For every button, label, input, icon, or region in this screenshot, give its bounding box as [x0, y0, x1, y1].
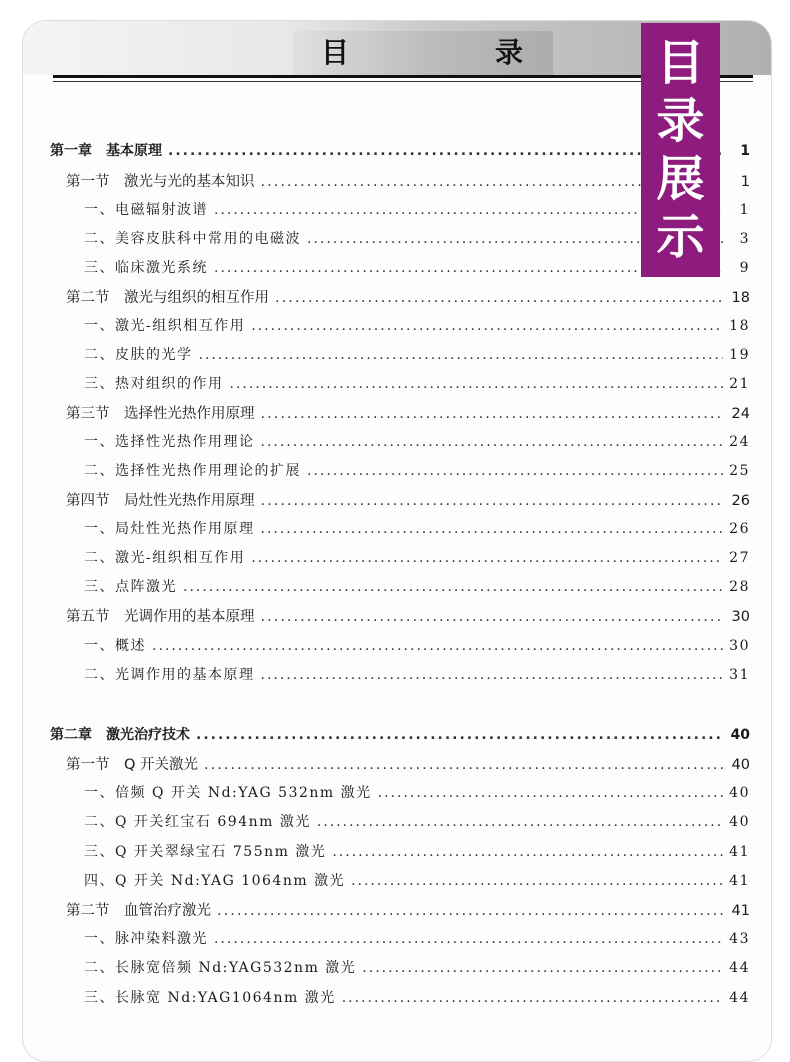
toc-page-number: 24 — [729, 434, 750, 450]
toc-entry — [84, 782, 750, 806]
toc-entry-title: 第一节 Q 开关激光 — [66, 757, 199, 773]
toc-entry-title: 第五节 光调作用的基本原理 — [66, 609, 255, 625]
dot-leader — [317, 814, 723, 830]
toc-page-number: 1 — [739, 202, 750, 218]
toc-entry-title: 三、长脉宽 Nd:YAG1064nm 激光 — [84, 990, 336, 1006]
dot-leader — [251, 550, 723, 566]
toc-page-number: 26 — [731, 493, 750, 509]
dot-leader — [196, 727, 724, 743]
toc-entry — [84, 841, 750, 865]
toc-entry — [84, 987, 750, 1011]
toc-page-number: 18 — [731, 290, 750, 306]
toc-page-number: 30 — [729, 638, 750, 654]
dot-leader — [342, 990, 723, 1006]
toc-page-number: 40 — [730, 727, 750, 743]
toc-entry-title: 一、激光-组织相互作用 — [84, 318, 246, 334]
toc-page-number: 30 — [731, 609, 750, 625]
dot-leader — [332, 844, 723, 860]
banner-char-4: 示 — [656, 209, 705, 265]
toc-page-number: 41 — [729, 873, 750, 889]
dot-leader — [378, 785, 724, 801]
toc-entry-title: 三、点阵激光 — [84, 579, 177, 595]
dot-leader — [214, 931, 723, 947]
dot-leader — [362, 960, 723, 976]
toc-entry — [66, 899, 750, 923]
toc-page-number: 40 — [729, 814, 750, 830]
toc-entry — [84, 344, 750, 368]
dot-leader — [275, 290, 724, 306]
toc-entry — [84, 460, 750, 484]
toc-entry-title: 一、概述 — [84, 638, 146, 654]
dot-leader — [261, 609, 725, 625]
toc-page-number: 27 — [729, 550, 750, 566]
toc-entry — [84, 957, 750, 981]
toc-entry — [66, 753, 750, 777]
toc-entry — [84, 870, 750, 894]
toc-entry — [84, 664, 750, 688]
title-char-2: 录 — [494, 36, 525, 69]
toc-entry — [84, 576, 750, 600]
toc-page-number: 9 — [739, 260, 750, 276]
dot-leader — [261, 521, 724, 537]
toc-page-number: 41 — [729, 844, 750, 860]
toc-page-number: 44 — [729, 990, 750, 1006]
toc-entry-title: 第二节 血管治疗激光 — [66, 903, 211, 919]
toc-page-number: 21 — [729, 376, 750, 392]
dot-leader — [261, 406, 725, 422]
toc-page-number: 18 — [729, 318, 750, 334]
dot-leader — [199, 347, 724, 363]
toc-page-number: 19 — [729, 347, 750, 363]
toc-page-number: 28 — [729, 579, 750, 595]
toc-entry — [50, 724, 750, 748]
toc-page-number: 1 — [740, 143, 750, 159]
dot-leader — [261, 667, 724, 683]
toc-entry-title: 一、脉冲染料激光 — [84, 931, 208, 947]
dot-leader — [183, 579, 723, 595]
banner-char-3: 展 — [656, 151, 705, 207]
page-title — [293, 31, 553, 75]
toc-entry-title: 一、倍频 Q 开关 Nd:YAG 532nm 激光 — [84, 785, 372, 801]
dot-leader — [152, 638, 723, 654]
toc-page-number: 1 — [740, 174, 750, 190]
toc-entry-title: 二、激光-组织相互作用 — [84, 550, 246, 566]
toc-entry — [84, 518, 750, 542]
toc-entry — [66, 605, 750, 629]
toc-entry-title: 第四节 局灶性光热作用原理 — [66, 493, 255, 509]
toc-entry-title: 四、Q 开关 Nd:YAG 1064nm 激光 — [84, 873, 346, 889]
toc-entry — [84, 635, 750, 659]
toc-entry-title: 第二节 激光与组织的相互作用 — [66, 290, 269, 306]
dot-leader — [261, 493, 725, 509]
toc-entry-title: 一、局灶性光热作用原理 — [84, 521, 255, 537]
banner-char-1: 目 — [656, 35, 705, 91]
dot-leader — [251, 318, 723, 334]
dot-leader — [351, 873, 723, 889]
toc-entry — [84, 811, 750, 835]
toc-entry — [84, 547, 750, 571]
toc-entry — [84, 373, 750, 397]
dot-leader — [307, 463, 723, 479]
dot-leader — [217, 903, 724, 919]
toc-entry-title: 二、长脉宽倍频 Nd:YAG532nm 激光 — [84, 960, 357, 976]
toc-entry — [66, 402, 750, 426]
toc-page-number: 40 — [729, 785, 750, 801]
toc-entry-title: 二、选择性光热作用理论的扩展 — [84, 463, 301, 479]
contents-banner — [641, 23, 720, 277]
toc-entry-title: 第二章 激光治疗技术 — [50, 727, 190, 743]
toc-page-number: 25 — [729, 463, 750, 479]
toc-page-number: 40 — [731, 757, 750, 773]
toc-entry-title: 一、电磁辐射波谱 — [84, 202, 208, 218]
dot-leader — [261, 434, 724, 450]
toc-page-number: 24 — [731, 406, 750, 422]
toc-entry — [66, 489, 750, 513]
toc-entry — [66, 286, 750, 310]
toc-page-number: 3 — [739, 231, 750, 247]
toc-entry-title: 二、美容皮肤科中常用的电磁波 — [84, 231, 301, 247]
banner-char-2: 录 — [656, 93, 705, 149]
toc-entry-title: 三、临床激光系统 — [84, 260, 208, 276]
toc-page-number: 43 — [729, 931, 750, 947]
toc-entry-title: 一、选择性光热作用理论 — [84, 434, 255, 450]
toc-page-number: 41 — [731, 903, 750, 919]
toc-entry-title: 二、Q 开关红宝石 694nm 激光 — [84, 814, 311, 830]
toc-entry — [84, 928, 750, 952]
dot-leader — [204, 757, 724, 773]
toc-page-number: 26 — [729, 521, 750, 537]
toc-entry-title: 第三节 选择性光热作用原理 — [66, 406, 255, 422]
toc-entry — [84, 315, 750, 339]
toc-entry-title: 三、热对组织的作用 — [84, 376, 224, 392]
toc-entry-title: 二、皮肤的光学 — [84, 347, 193, 363]
toc-page-number: 44 — [729, 960, 750, 976]
toc-entry — [84, 431, 750, 455]
toc-entry-title: 第一节 激光与光的基本知识 — [66, 174, 255, 190]
dot-leader — [230, 376, 724, 392]
title-char-1: 目 — [321, 36, 352, 69]
toc-entry-title: 二、光调作用的基本原理 — [84, 667, 255, 683]
toc-entry-title: 第一章 基本原理 — [50, 143, 162, 159]
toc-page-number: 31 — [729, 667, 750, 683]
toc-entry-title: 三、Q 开关翠绿宝石 755nm 激光 — [84, 844, 327, 860]
